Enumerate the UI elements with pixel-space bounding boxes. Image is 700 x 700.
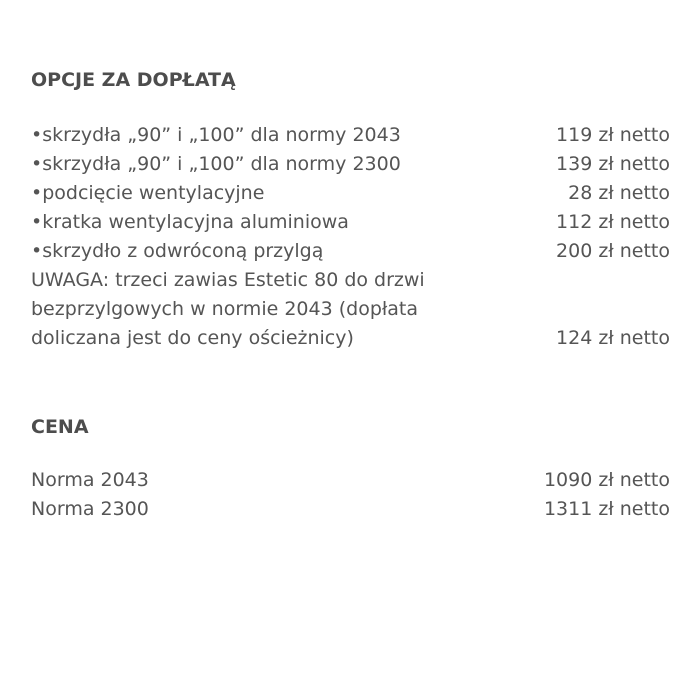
options-heading: OPCJE ZA DOPŁATĄ: [31, 69, 236, 91]
option-price: 200 zł netto: [556, 240, 670, 262]
option-label: •skrzydła „90” i „100” dla normy 2043: [31, 124, 401, 146]
note-text: UWAGA: trzeci zawias Estetic 80 do drzwi bezprzylgowych w normie 2043 (dopłata doliczana jest do ceny ościeżnicy): [31, 269, 425, 349]
option-label: •skrzydło z odwróconą przylgą: [31, 240, 324, 262]
price-value: 1090 zł netto: [543, 469, 670, 491]
option-row: [31, 121, 670, 150]
note-row: [31, 266, 670, 353]
options-list: [31, 121, 670, 353]
option-label: •skrzydła „90” i „100” dla normy 2300: [31, 153, 401, 175]
price-label: Norma 2043: [31, 469, 149, 491]
price-heading: CENA: [31, 416, 89, 438]
option-price: 139 zł netto: [556, 153, 670, 175]
price-row: [31, 495, 670, 524]
option-row: [31, 179, 670, 208]
option-label: •kratka wentylacyjna aluminiowa: [31, 211, 349, 233]
option-price: 119 zł netto: [556, 124, 670, 146]
option-row: [31, 208, 670, 237]
note-price: 124 zł netto: [556, 327, 670, 349]
option-row: [31, 237, 670, 266]
option-label: •podcięcie wentylacyjne: [31, 182, 265, 204]
price-row: [31, 466, 670, 495]
price-rows: [31, 466, 670, 524]
price-label: Norma 2300: [31, 498, 149, 520]
option-row: [31, 150, 670, 179]
price-value: 1311 zł netto: [543, 498, 670, 520]
option-price: 112 zł netto: [556, 211, 670, 233]
option-price: 28 zł netto: [568, 182, 670, 204]
